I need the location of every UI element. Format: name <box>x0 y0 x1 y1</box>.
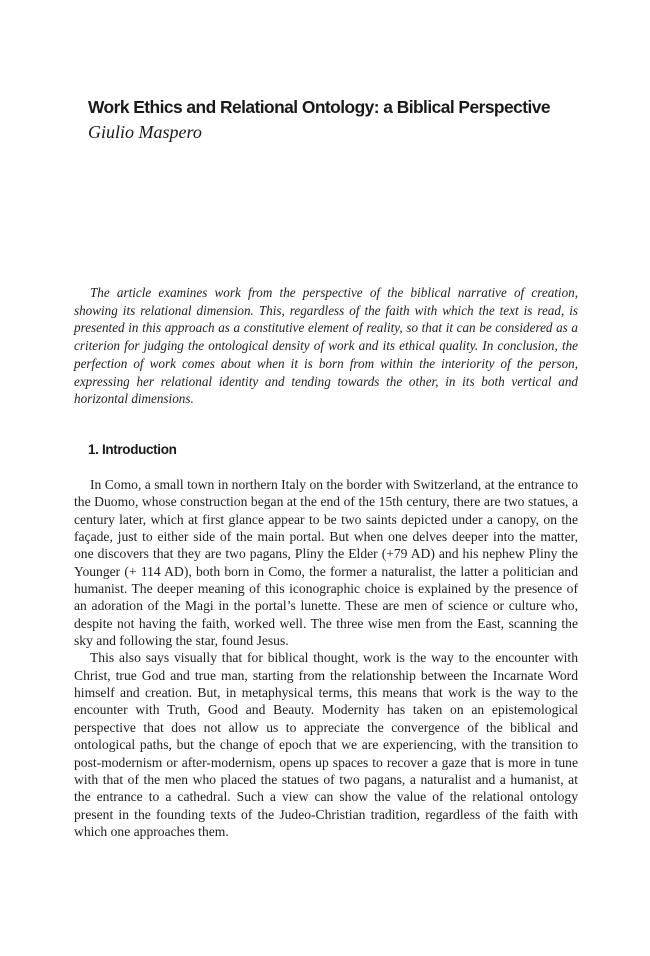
body-paragraph: In Como, a small town in northern Italy on the border with Switzerland, at the entrance to the Duomo, whose construction began at the end of the 15th century, there are two statues, a century later, which at first glance appear to be two saints depicted under a canopy, on the façade, just to either side of the main portal. But when one delves deeper into the matter, one discovers that they are two pagans, Pliny the Elder (+79 AD) and his nephew Pliny the Younger (+ 114 AD), both born in Como, the former a naturalist, the latter a politician and humanist. The deeper meaning of this iconographic choice is explained by the presence of an adoration of the Magi in the portal’s lunette. These are men of science or culture who, despite not having the faith, worked well. The three wise men from the East, scanning the sky and following the star, found Jesus. <box>74 477 578 649</box>
article-abstract: The article examines work from the perspective of the biblical narrative of creation, showing its relational dimension. This, regardless of the faith with which the text is read, is presented in this approach as a constitutive element of reality, so that it can be considered as a criterion for judging the ontological density of work and its ethical quality. In conclusion, the perfection of work comes about when it is born from within the interiority of the person, expressing her relational identity and tending towards the other, in its both vertical and horizontal dimensions. <box>74 285 578 407</box>
body-paragraph: This also says visually that for biblical thought, work is the way to the encounter with Christ, true God and true man, starting from the relationship between the Incarnate Word himself and creation. But, in metaphysical terms, this means that work is the way to the encounter with Truth, Good and Beauty. Modernity has taken on an epistemological perspective that does not allow us to appreciate the convergence of the biblical and ontological paths, but the change of epoch that we are experiencing, with the transition to post-modernism or after-modernism, opens up spaces to recover a gaze that is more in tune with that of the men who placed the statues of two pagans, a naturalist and a humanist, at the entrance to a cathedral. Such a view can show the value of the relational ontology present in the founding texts of the Judeo-Christian tradition, regardless of the faith with which one approaches them. <box>74 650 578 839</box>
article-title: Work Ethics and Relational Ontology: a Biblical Perspective <box>88 97 551 117</box>
section-heading: 1. Introduction <box>88 442 177 457</box>
section-body <box>74 476 578 840</box>
article-author: Giulio Maspero <box>88 122 202 142</box>
